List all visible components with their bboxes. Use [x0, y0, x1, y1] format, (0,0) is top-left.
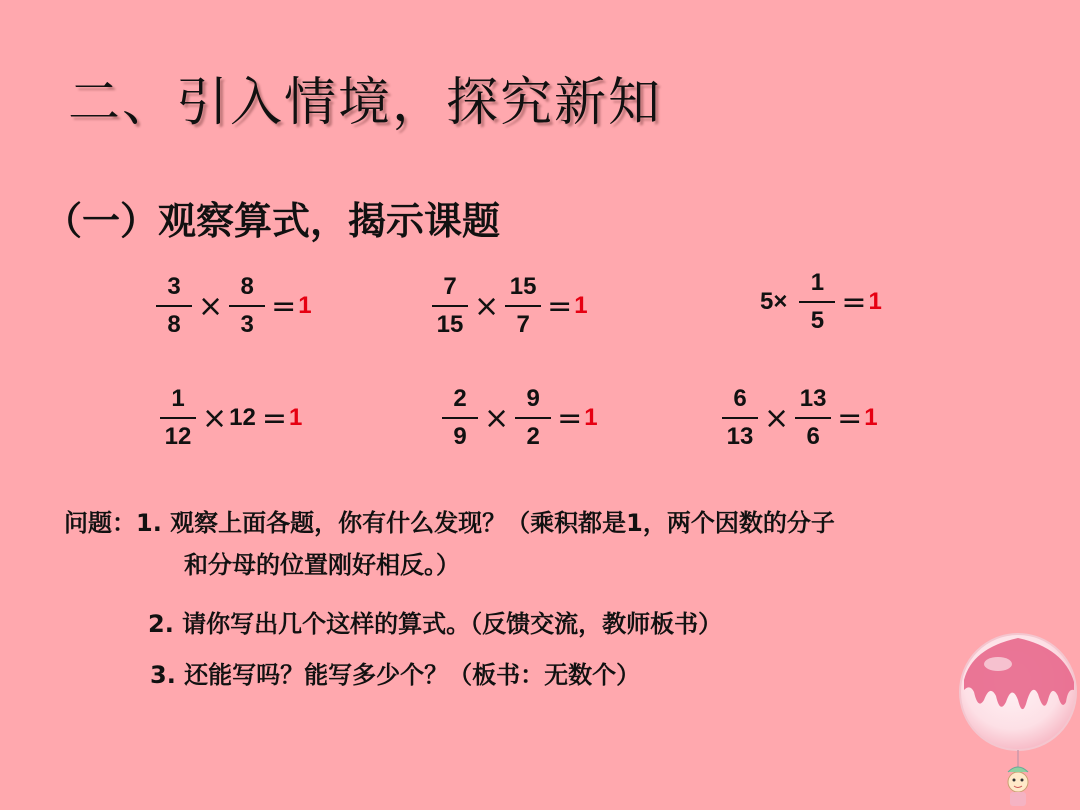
fraction-bar [515, 417, 551, 419]
equation-2 [432, 272, 588, 340]
denominator: 12 [164, 423, 192, 450]
question-1-line-1: 问题：1. 观察上面各题，你有什么发现？（乘积都是1，两个因数的分子 [64, 509, 835, 537]
numerator: 8 [240, 273, 254, 300]
fraction-bar [795, 417, 831, 419]
equals-sign: = [841, 284, 867, 320]
equals-sign: = [271, 288, 297, 324]
fraction-bar [799, 301, 835, 303]
numerator: 1 [171, 385, 185, 412]
section-subtitle: （一）观察算式，揭示课题 [44, 198, 501, 243]
result: 1 [298, 292, 312, 319]
fraction [156, 272, 192, 340]
result: 1 [288, 404, 303, 431]
denominator: 2 [526, 423, 540, 450]
equals-sign: = [261, 400, 287, 436]
whole-factor: 12 [229, 404, 256, 431]
fraction-bar [505, 305, 541, 307]
equation-6 [722, 384, 878, 452]
whole-factor: 5× [760, 288, 788, 315]
times-sign: × [764, 400, 790, 436]
numerator: 1 [810, 269, 825, 296]
numerator: 7 [443, 273, 457, 300]
fraction [505, 272, 541, 340]
numerator: 9 [526, 385, 540, 412]
equals-sign: = [837, 400, 863, 436]
numerator: 2 [453, 385, 467, 412]
equation-4 [160, 384, 302, 452]
denominator: 9 [453, 423, 467, 450]
times-sign: × [474, 288, 500, 324]
fraction [515, 384, 551, 452]
equation-3 [760, 268, 882, 336]
fraction [432, 272, 468, 340]
balloon-icon [952, 630, 1080, 810]
fraction-bar [160, 417, 196, 419]
equation-5 [442, 384, 598, 452]
fraction [229, 272, 265, 340]
fraction [442, 384, 478, 452]
fraction-bar [432, 305, 468, 307]
denominator: 3 [240, 311, 254, 338]
times-sign: × [484, 400, 510, 436]
denominator: 6 [806, 423, 820, 450]
equation-1 [156, 272, 312, 340]
numerator: 15 [509, 273, 537, 300]
fraction [722, 384, 758, 452]
numerator: 6 [733, 385, 747, 412]
numerator: 3 [167, 273, 181, 300]
fraction-bar [722, 417, 758, 419]
fraction [795, 384, 831, 452]
denominator: 15 [436, 311, 464, 338]
denominator: 13 [726, 423, 754, 450]
result: 1 [574, 292, 588, 319]
fraction-bar [442, 417, 478, 419]
question-3: 3. 还能写吗？能写多少个？（板书：无数个） [150, 661, 641, 689]
question-2: 2. 请你写出几个这样的算式。（反馈交流，教师板书） [148, 610, 723, 638]
fraction [799, 268, 835, 336]
numerator: 13 [799, 385, 827, 412]
equals-sign: = [557, 400, 583, 436]
denominator: 5 [810, 307, 825, 334]
result: 1 [868, 288, 882, 315]
result: 1 [584, 404, 598, 431]
times-sign: × [198, 288, 224, 324]
fraction-bar [229, 305, 265, 307]
page-title: 二、引入情境，探究新知 [68, 73, 663, 133]
fraction [160, 384, 196, 452]
fraction-bar [156, 305, 192, 307]
question-1-line-2: 和分母的位置刚好相反。） [184, 551, 460, 579]
denominator: 7 [516, 311, 530, 338]
result: 1 [864, 404, 878, 431]
denominator: 8 [167, 311, 181, 338]
equals-sign: = [547, 288, 573, 324]
times-sign: × [202, 400, 228, 436]
